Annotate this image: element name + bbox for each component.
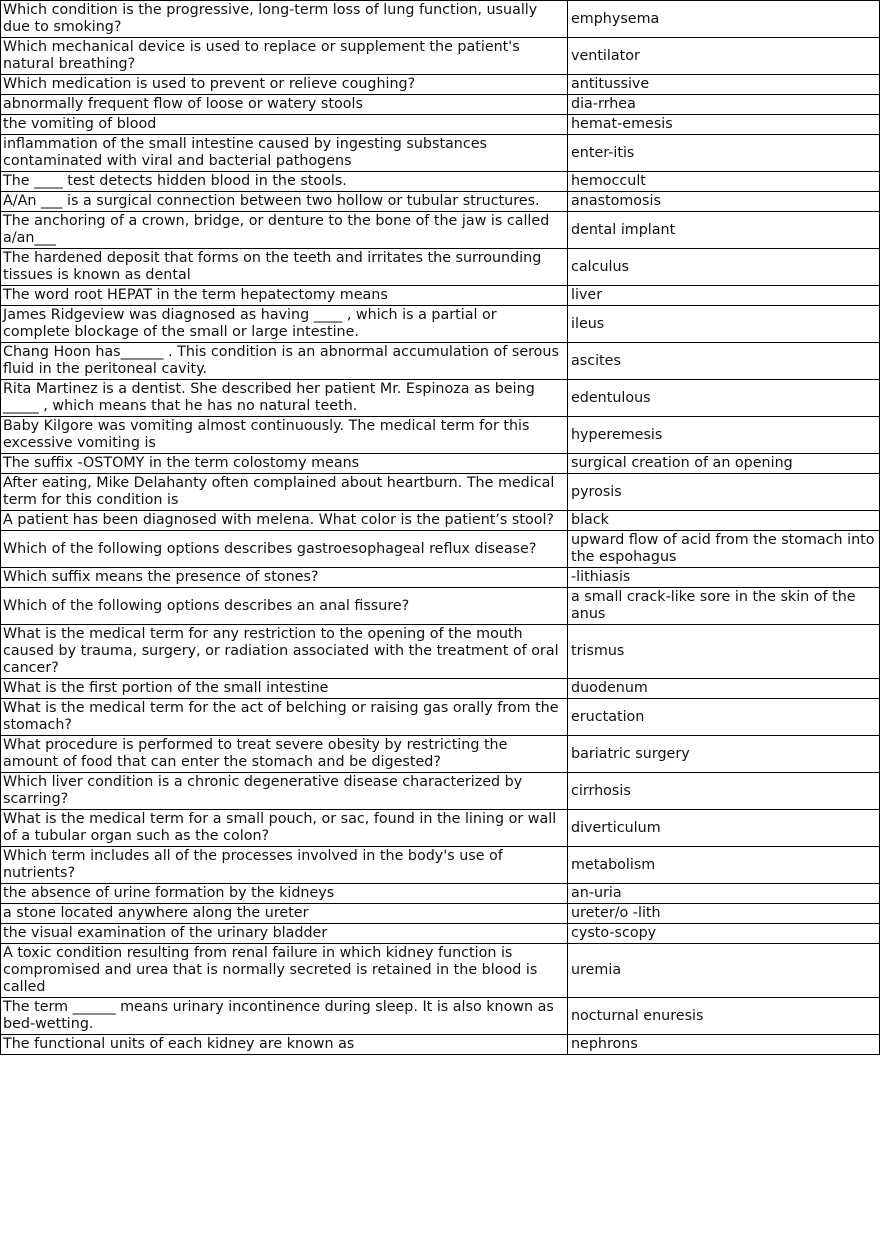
question-cell: Which medication is used to prevent or relieve coughing? <box>1 75 568 95</box>
question-cell: Which of the following options describes an anal fissure? <box>1 588 568 625</box>
answer-cell: calculus <box>568 249 880 286</box>
answer-cell: ascites <box>568 343 880 380</box>
answer-cell: ileus <box>568 306 880 343</box>
table-row <box>1 95 880 115</box>
table-row <box>1 773 880 810</box>
question-cell: Which mechanical device is used to replace or supplement the patient's natural breathing? <box>1 38 568 75</box>
question-cell: The word root HEPAT in the term hepatectomy means <box>1 286 568 306</box>
table-row <box>1 884 880 904</box>
table-row <box>1 249 880 286</box>
table-row <box>1 625 880 679</box>
question-cell: Which liver condition is a chronic degenerative disease characterized by scarring? <box>1 773 568 810</box>
table-row <box>1 343 880 380</box>
answer-cell: enter-itis <box>568 135 880 172</box>
answer-cell: antitussive <box>568 75 880 95</box>
answer-cell: black <box>568 511 880 531</box>
table-row <box>1 924 880 944</box>
table-row <box>1 454 880 474</box>
answer-cell: cysto-scopy <box>568 924 880 944</box>
answer-cell: hemat-emesis <box>568 115 880 135</box>
table-row <box>1 1 880 38</box>
answer-cell: anastomosis <box>568 192 880 212</box>
table-row <box>1 810 880 847</box>
question-cell: inflammation of the small intestine caused by ingesting substances contaminated with viral and bacterial pathogens <box>1 135 568 172</box>
table-row <box>1 38 880 75</box>
table-row <box>1 998 880 1035</box>
answer-cell: metabolism <box>568 847 880 884</box>
question-cell: A/An ___ is a surgical connection between two hollow or tubular structures. <box>1 192 568 212</box>
answer-cell: surgical creation of an opening <box>568 454 880 474</box>
table-row <box>1 115 880 135</box>
answer-cell: ureter/o -lith <box>568 904 880 924</box>
question-cell: What procedure is performed to treat severe obesity by restricting the amount of food that can enter the stomach and be digested? <box>1 736 568 773</box>
question-cell: A toxic condition resulting from renal failure in which kidney function is compromised and urea that is normally secreted is retained in the blood is called <box>1 944 568 998</box>
question-cell: What is the first portion of the small intestine <box>1 679 568 699</box>
table-row <box>1 306 880 343</box>
answer-cell: -lithiasis <box>568 568 880 588</box>
question-cell: The ____ test detects hidden blood in the stools. <box>1 172 568 192</box>
answer-cell: cirrhosis <box>568 773 880 810</box>
question-cell: Rita Martinez is a dentist. She described her patient Mr. Espinoza as being _____ , which means that he has no natural teeth. <box>1 380 568 417</box>
answer-cell: trismus <box>568 625 880 679</box>
table-row <box>1 135 880 172</box>
question-cell: The functional units of each kidney are known as <box>1 1035 568 1055</box>
answer-cell: ventilator <box>568 38 880 75</box>
question-cell: Baby Kilgore was vomiting almost continuously. The medical term for this excessive vomiting is <box>1 417 568 454</box>
answer-cell: diverticulum <box>568 810 880 847</box>
table-row <box>1 212 880 249</box>
answer-cell: upward flow of acid from the stomach into the espohagus <box>568 531 880 568</box>
table-row <box>1 847 880 884</box>
answer-cell: duodenum <box>568 679 880 699</box>
answer-cell: pyrosis <box>568 474 880 511</box>
table-row <box>1 1035 880 1055</box>
question-cell: Which condition is the progressive, long-term loss of lung function, usually due to smoking? <box>1 1 568 38</box>
question-cell: What is the medical term for a small pouch, or sac, found in the lining or wall of a tubular organ such as the colon? <box>1 810 568 847</box>
answer-cell: a small crack-like sore in the skin of the anus <box>568 588 880 625</box>
answer-cell: emphysema <box>568 1 880 38</box>
answer-cell: eructation <box>568 699 880 736</box>
table-row <box>1 75 880 95</box>
answer-cell: nephrons <box>568 1035 880 1055</box>
table-row <box>1 679 880 699</box>
question-cell: the vomiting of blood <box>1 115 568 135</box>
question-cell: James Ridgeview was diagnosed as having ____ , which is a partial or complete blockage of the small or large intestine. <box>1 306 568 343</box>
table-row <box>1 904 880 924</box>
question-cell: the visual examination of the urinary bladder <box>1 924 568 944</box>
table-row <box>1 380 880 417</box>
table-row <box>1 699 880 736</box>
answer-cell: bariatric surgery <box>568 736 880 773</box>
answer-cell: dia-rrhea <box>568 95 880 115</box>
question-cell: the absence of urine formation by the kidneys <box>1 884 568 904</box>
answer-cell: hyperemesis <box>568 417 880 454</box>
question-cell: a stone located anywhere along the ureter <box>1 904 568 924</box>
question-cell: The term ______ means urinary incontinence during sleep. It is also known as bed-wetting. <box>1 998 568 1035</box>
question-cell: What is the medical term for any restriction to the opening of the mouth caused by trauma, surgery, or radiation associated with the treatment of oral cancer? <box>1 625 568 679</box>
flashcard-table-body <box>1 1 880 1055</box>
answer-cell: an-uria <box>568 884 880 904</box>
table-row <box>1 474 880 511</box>
question-cell: The hardened deposit that forms on the teeth and irritates the surrounding tissues is known as dental <box>1 249 568 286</box>
question-cell: The suffix -OSTOMY in the term colostomy means <box>1 454 568 474</box>
table-row <box>1 944 880 998</box>
question-cell: Which suffix means the presence of stones? <box>1 568 568 588</box>
table-row <box>1 511 880 531</box>
answer-cell: hemoccult <box>568 172 880 192</box>
table-row <box>1 172 880 192</box>
question-cell: Which of the following options describes gastroesophageal reflux disease? <box>1 531 568 568</box>
question-cell: What is the medical term for the act of belching or raising gas orally from the stomach? <box>1 699 568 736</box>
question-cell: abnormally frequent flow of loose or watery stools <box>1 95 568 115</box>
table-row <box>1 192 880 212</box>
table-row <box>1 568 880 588</box>
table-row <box>1 531 880 568</box>
answer-cell: nocturnal enuresis <box>568 998 880 1035</box>
question-cell: A patient has been diagnosed with melena. What color is the patient’s stool? <box>1 511 568 531</box>
table-row <box>1 588 880 625</box>
answer-cell: dental implant <box>568 212 880 249</box>
answer-cell: liver <box>568 286 880 306</box>
table-row <box>1 417 880 454</box>
table-row <box>1 736 880 773</box>
answer-cell: uremia <box>568 944 880 998</box>
question-cell: After eating, Mike Delahanty often complained about heartburn. The medical term for this condition is <box>1 474 568 511</box>
question-cell: Which term includes all of the processes involved in the body's use of nutrients? <box>1 847 568 884</box>
table-row <box>1 286 880 306</box>
answer-cell: edentulous <box>568 380 880 417</box>
question-cell: Chang Hoon has______ . This condition is an abnormal accumulation of serous fluid in the peritoneal cavity. <box>1 343 568 380</box>
question-cell: The anchoring of a crown, bridge, or denture to the bone of the jaw is called a/an___ <box>1 212 568 249</box>
